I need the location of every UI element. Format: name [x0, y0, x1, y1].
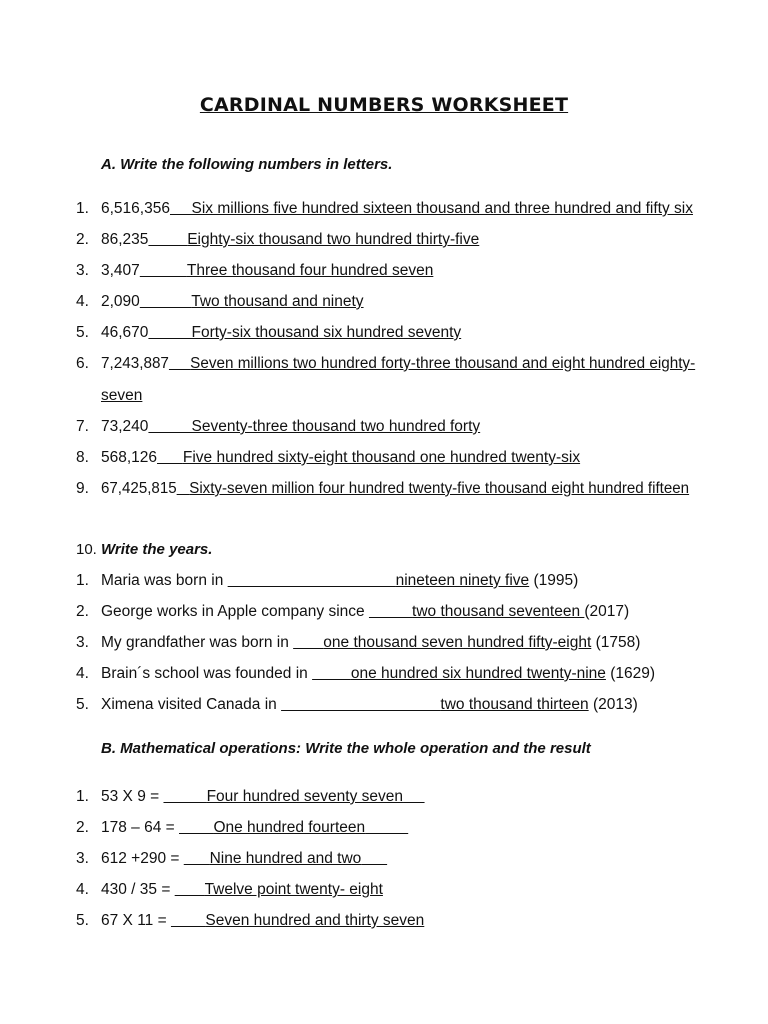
item-body	[101, 569, 578, 593]
item-year: (1995)	[533, 572, 579, 589]
section-years-heading: Write the years.	[101, 541, 213, 558]
item-number: 9.	[76, 480, 89, 497]
item-body	[101, 909, 424, 933]
item-body	[101, 693, 638, 717]
item-numeral: 6,516,356	[101, 200, 170, 217]
item-number: 4.	[76, 665, 89, 682]
item-prompt: George works in Apple company since	[101, 603, 369, 620]
item-answer: Five hundred sixty-eight thousand one hundred twenty-six	[182, 449, 581, 466]
item-body	[101, 415, 480, 439]
item-expression: 430 / 35 =	[101, 881, 175, 898]
section-number: 10.	[76, 541, 97, 558]
item-number: 3.	[76, 850, 89, 867]
item-body	[101, 785, 425, 809]
item-number: 5.	[76, 324, 89, 341]
item-number: 1.	[76, 572, 89, 589]
item-answer: Eighty-six thousand two hundred thirty-five	[187, 231, 480, 248]
item-number: 5.	[76, 912, 89, 929]
item-answer: One hundred fourteen	[213, 819, 366, 836]
item-answer: one hundred six hundred twenty-nine	[350, 665, 606, 682]
item-body	[101, 816, 408, 840]
item-answer: Seven millions two hundred forty-three thousand and eight hundred eighty-	[190, 355, 696, 372]
item-answer: Three thousand four hundred seven	[186, 262, 434, 279]
section-b-heading: B. Mathematical operations: Write the whole operation and the result	[101, 740, 591, 757]
item-number: 7.	[76, 418, 89, 435]
item-number: 2.	[76, 231, 89, 248]
item-answer: Twelve point twenty- eight	[204, 881, 383, 898]
item-numeral: 2,090	[101, 293, 140, 310]
item-number: 8.	[76, 449, 89, 466]
item-answer: Six millions five hundred sixteen thousand and three hundred and fifty six	[191, 200, 693, 217]
item-body	[101, 321, 461, 345]
item-number: 3.	[76, 262, 89, 279]
item-expression: 53 X 9 =	[101, 788, 164, 805]
item-expression: 178 – 64 =	[101, 819, 179, 836]
item-body	[101, 600, 629, 624]
item-answer: two thousand thirteen	[440, 696, 589, 713]
item-body	[101, 878, 383, 902]
item-number: 1.	[76, 788, 89, 805]
section-a-heading: A. Write the following numbers in letters.	[101, 156, 393, 173]
item-year: (1758)	[595, 634, 641, 651]
item-body	[101, 259, 433, 283]
item-numeral: 67,425,815	[101, 480, 177, 497]
item-body	[101, 631, 640, 655]
item-answer: Seven hundred and thirty seven	[205, 912, 425, 929]
item-answer: Seventy-three thousand two hundred forty	[191, 418, 481, 435]
item-prompt: Ximena visited Canada in	[101, 696, 282, 713]
item-number: 1.	[76, 200, 89, 217]
item-body	[101, 477, 689, 501]
item-body	[101, 662, 655, 686]
item-body	[101, 352, 695, 376]
item-expression: 67 X 11 =	[101, 912, 171, 929]
item-number: 5.	[76, 696, 89, 713]
item-answer-continuation: seven	[101, 387, 143, 404]
item-numeral: 86,235	[101, 231, 149, 248]
item-prompt: My grandfather was born in	[101, 634, 294, 651]
item-numeral: 7,243,887	[101, 355, 169, 372]
item-answer: Sixty-seven million four hundred twenty-five thousand eight hundred fifteen	[189, 480, 690, 497]
item-number: 4.	[76, 881, 89, 898]
item-prompt: Brain´s school was founded in	[101, 665, 313, 682]
page-title: CARDINAL NUMBERS WORKSHEET	[199, 94, 569, 116]
item-answer: two thousand seventeen	[412, 603, 585, 620]
item-answer: nineteen ninety five	[395, 572, 530, 589]
item-answer: Nine hundred and two	[209, 850, 362, 867]
item-answer: Forty-six thousand six hundred seventy	[191, 324, 462, 341]
item-answer: Two thousand and ninety	[191, 293, 364, 310]
item-numeral: 46,670	[101, 324, 149, 341]
item-year: (2017)	[584, 603, 630, 620]
item-answer: Four hundred seventy seven	[206, 788, 404, 805]
item-year: (2013)	[592, 696, 638, 713]
item-body	[101, 197, 693, 221]
item-expression: 612 +290 =	[101, 850, 184, 867]
item-year: (1629)	[610, 665, 656, 682]
item-number: 6.	[76, 355, 89, 372]
item-numeral: 3,407	[101, 262, 140, 279]
item-body	[101, 847, 387, 871]
item-body	[101, 228, 479, 252]
item-body	[101, 290, 364, 314]
item-prompt: Maria was born in	[101, 572, 228, 589]
item-number: 2.	[76, 819, 89, 836]
item-number: 4.	[76, 293, 89, 310]
item-number: 3.	[76, 634, 89, 651]
item-numeral: 568,126	[101, 449, 158, 466]
item-number: 2.	[76, 603, 89, 620]
item-body	[101, 446, 580, 470]
item-answer: one thousand seven hundred fifty-eight	[323, 634, 592, 651]
item-numeral: 73,240	[101, 418, 149, 435]
